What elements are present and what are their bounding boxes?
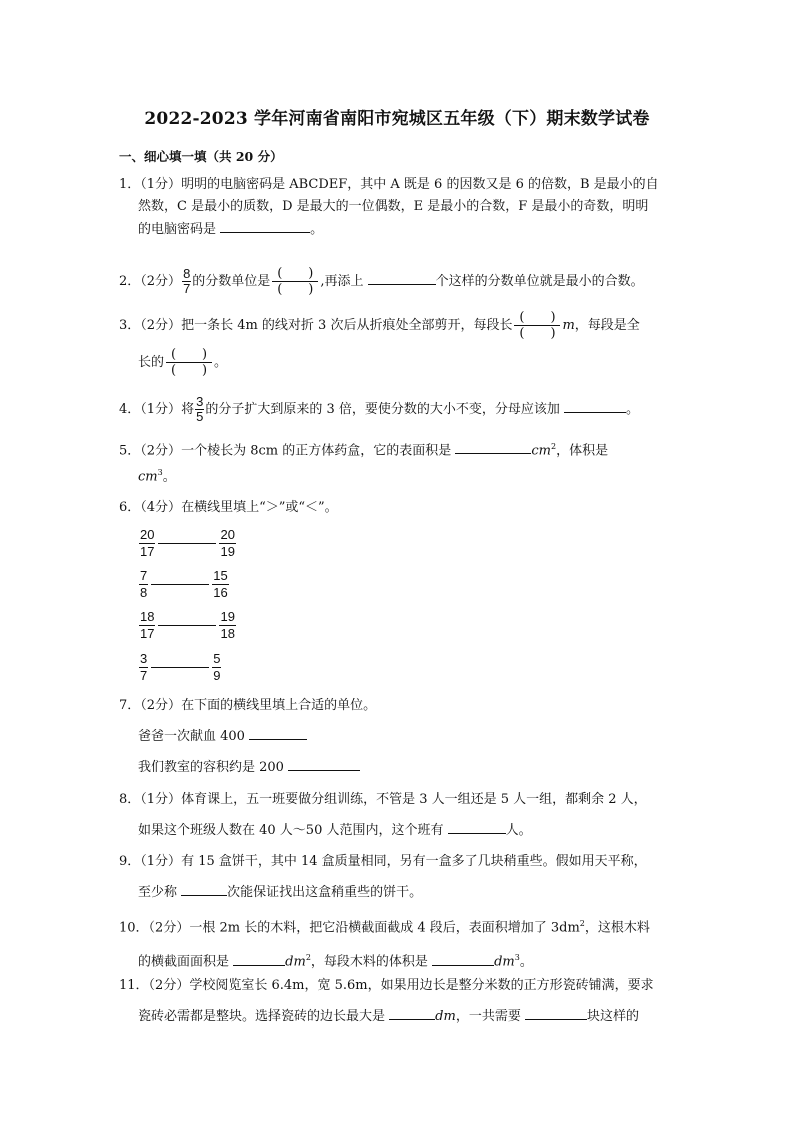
fraction: $\frac{3}{5}$ bbox=[196, 394, 204, 424]
superscript: 2 bbox=[550, 442, 557, 451]
question-score: （1分） bbox=[140, 402, 182, 417]
question-number: 2． bbox=[119, 274, 141, 289]
superscript: 3 bbox=[157, 468, 163, 478]
question-number: 10． bbox=[119, 920, 149, 936]
question-text: 个这样的分数单位就是最小的合数。 bbox=[435, 274, 644, 289]
question-8 bbox=[119, 789, 679, 842]
question-text: 的电脑密码是 bbox=[138, 222, 217, 237]
question-number: 8． bbox=[119, 792, 141, 807]
fraction: $\frac{20}{19}$ bbox=[220, 527, 235, 559]
question-text: 我们教室的容积约是 200 bbox=[138, 760, 284, 775]
question-text: ，体积是 bbox=[556, 443, 609, 459]
question-score: （1分） bbox=[140, 854, 182, 869]
question-number: 11． bbox=[119, 978, 149, 993]
question-number: 7． bbox=[119, 698, 141, 713]
question-number: 6． bbox=[119, 500, 141, 515]
question-text: ,再添上 bbox=[320, 274, 364, 289]
question-text: 。 bbox=[626, 402, 640, 417]
question-number: 9． bbox=[119, 854, 141, 869]
question-text: 长的 bbox=[138, 355, 165, 370]
unit-label: cm bbox=[138, 469, 158, 485]
question-1 bbox=[119, 174, 679, 241]
question-score: （1分） bbox=[140, 177, 182, 192]
answer-blank[interactable] bbox=[288, 756, 360, 771]
question-text: ，这根木料 bbox=[584, 920, 650, 936]
question-4 bbox=[119, 395, 679, 424]
question-text: 至少称 bbox=[138, 885, 178, 900]
fraction: $\frac{8}{7}$ bbox=[183, 266, 191, 296]
answer-blank[interactable] bbox=[151, 584, 209, 585]
question-7 bbox=[119, 695, 679, 779]
comparison-row bbox=[138, 527, 237, 560]
question-text: 一根 2m 长的木料，把它沿横截面截成 4 段后，表面积增加了 3dm bbox=[189, 920, 580, 936]
question-text: ，每段木料的体积是 bbox=[310, 954, 428, 970]
superscript: 2 bbox=[305, 953, 311, 963]
unit-label: dm bbox=[285, 954, 306, 970]
answer-blank[interactable] bbox=[151, 667, 209, 668]
question-text: 块这样的 bbox=[586, 1009, 639, 1024]
answer-blank[interactable] bbox=[389, 1005, 435, 1020]
answer-blank[interactable] bbox=[220, 218, 310, 233]
comparison-row bbox=[138, 609, 237, 642]
question-number: 1． bbox=[119, 177, 141, 192]
unit-label: m bbox=[562, 318, 575, 333]
question-text: 体育课上，五一班要做分组训练，不管是 3 人一组还是 5 人一组，都剩余 2 人， bbox=[181, 792, 647, 807]
answer-blank[interactable] bbox=[158, 625, 216, 626]
unit-label: dm bbox=[435, 1009, 456, 1024]
question-text: 将 bbox=[181, 402, 195, 417]
question-text: 。 bbox=[519, 954, 533, 970]
question-score: （2分） bbox=[148, 920, 190, 936]
question-text: 次能保证找出这盒稍重些的饼干。 bbox=[227, 885, 423, 900]
question-score: （4分） bbox=[140, 500, 182, 515]
fraction: $\frac{15}{16}$ bbox=[213, 568, 228, 600]
question-score: （2分） bbox=[148, 978, 190, 993]
superscript: 2 bbox=[579, 919, 585, 928]
question-text: 如果这个班级人数在 40 人～50 人范围内，这个班有 bbox=[138, 823, 444, 838]
question-text: 的分子扩大到原来的 3 倍，要使分数的大小不变，分母应该加 bbox=[205, 402, 560, 417]
question-text: 学校阅览室长 6.4m，宽 5.6m，如果用边长是整分米数的正方形瓷砖铺满，要求 bbox=[189, 978, 654, 993]
question-text: 明明的电脑密码是 ABCDEF，其中 A 既是 6 的因数又是 6 的倍数，B 是最小的自 bbox=[181, 177, 659, 192]
question-6 bbox=[119, 497, 679, 519]
question-text: 的分数单位是 bbox=[192, 274, 271, 289]
question-text: ，每段是全 bbox=[574, 318, 640, 333]
answer-blank[interactable] bbox=[249, 725, 307, 740]
fraction: $\frac{20}{17}$ bbox=[140, 527, 155, 559]
question-text: 。 bbox=[162, 469, 176, 485]
question-text: 在下面的横线里填上合适的单位。 bbox=[181, 698, 377, 713]
fraction: $\frac{7}{8}$ bbox=[140, 568, 148, 600]
question-5 bbox=[119, 436, 679, 489]
answer-blank[interactable] bbox=[448, 819, 506, 834]
answer-blank[interactable] bbox=[525, 1005, 587, 1020]
question-11 bbox=[119, 975, 679, 1028]
question-text: 有 15 盒饼干，其中 14 盒质量相同，另有一盒多了几块稍重些。假如用天平称， bbox=[181, 854, 647, 869]
answer-blank[interactable] bbox=[233, 951, 285, 966]
unit-label: dm bbox=[494, 954, 515, 970]
question-score: （2分） bbox=[140, 443, 182, 459]
fraction: $\frac{19}{18}$ bbox=[220, 609, 235, 641]
question-text: 。 bbox=[310, 222, 324, 237]
question-9 bbox=[119, 851, 679, 904]
answer-blank[interactable] bbox=[432, 951, 494, 966]
question-text: 然数，C 是最小的质数，D 是最大的一位偶数，E 是最小的合数，F 是最小的奇数，明明 bbox=[138, 199, 649, 214]
question-10 bbox=[119, 913, 679, 974]
answer-fraction-blank[interactable]: ( ) ( ) bbox=[272, 266, 318, 297]
question-text: ，一共需要 bbox=[455, 1009, 521, 1024]
question-text: 。 bbox=[214, 355, 228, 370]
question-number: 3． bbox=[119, 318, 141, 333]
question-text: 的横截面面积是 bbox=[138, 954, 230, 970]
section-heading: 一、细心填一填（共 20 分） bbox=[119, 149, 283, 164]
answer-blank[interactable] bbox=[564, 398, 626, 413]
answer-fraction-blank[interactable]: ( ) ( ) bbox=[166, 347, 212, 378]
answer-blank[interactable] bbox=[158, 543, 216, 544]
fraction: $\frac{5}{9}$ bbox=[213, 651, 221, 683]
answer-blank[interactable] bbox=[181, 881, 227, 896]
page-title: 2022-2023 学年河南省南阳市宛城区五年级（下）期末数学试卷 bbox=[144, 109, 650, 129]
question-2 bbox=[119, 266, 679, 297]
fraction: $\frac{3}{7}$ bbox=[140, 651, 148, 683]
question-number: 5． bbox=[119, 443, 141, 459]
answer-blank[interactable] bbox=[455, 439, 531, 454]
comparison-row bbox=[138, 568, 230, 601]
question-text: 在横线里填上“＞”或“＜”。 bbox=[181, 500, 338, 515]
question-3 bbox=[119, 310, 679, 378]
question-number: 4． bbox=[119, 402, 141, 417]
superscript: 3 bbox=[514, 953, 520, 963]
answer-blank[interactable] bbox=[368, 270, 436, 285]
question-text: 瓷砖必需都是整块。选择瓷砖的边长最大是 bbox=[138, 1009, 386, 1024]
question-text: 人。 bbox=[505, 823, 532, 838]
question-text: 把一条长 4m 的线对折 3 次后从折痕处全部剪开，每段长 bbox=[181, 318, 513, 333]
question-score: （2分） bbox=[140, 698, 182, 713]
question-text: 爸爸一次献血 400 bbox=[138, 729, 245, 744]
question-score: （2分） bbox=[140, 274, 182, 289]
comparison-row bbox=[138, 651, 222, 684]
answer-fraction-blank[interactable]: ( ) ( ) bbox=[514, 310, 560, 341]
fraction: $\frac{18}{17}$ bbox=[140, 609, 155, 641]
unit-label: cm bbox=[531, 443, 551, 459]
question-score: （1分） bbox=[140, 792, 182, 807]
question-score: （2分） bbox=[140, 318, 182, 333]
question-text: 一个棱长为 8cm 的正方体药盒，它的表面积是 bbox=[181, 443, 452, 459]
